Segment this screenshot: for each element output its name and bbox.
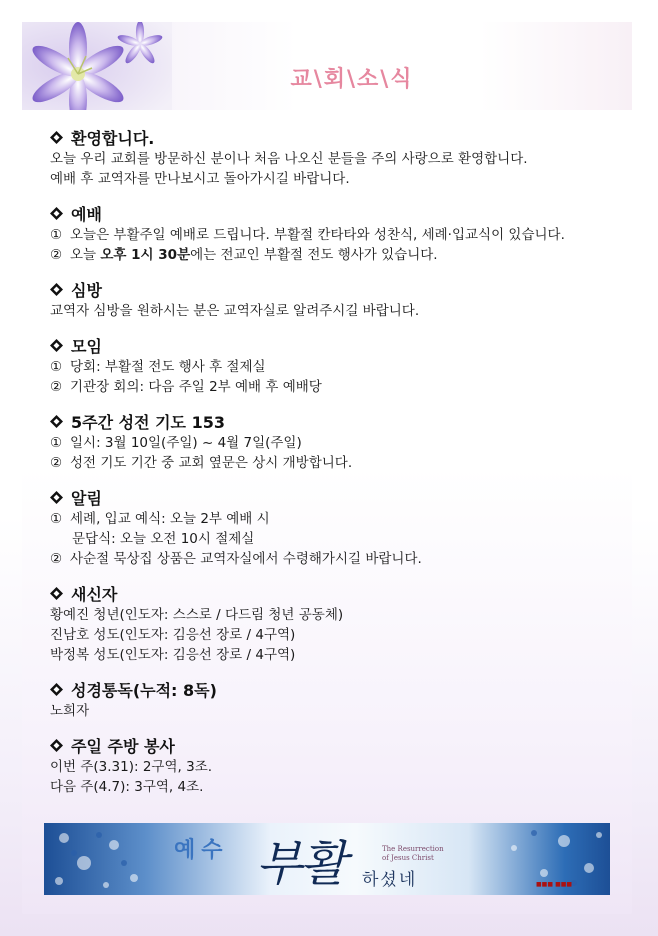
easter-banner [44,823,610,895]
section-notices [50,485,630,569]
item-text: 세례, 입교 예식: 오늘 2부 예배 시 [70,511,270,527]
diamond-bullet-icon [50,587,63,600]
section-prayer [50,409,630,473]
item-text: 에는 전교인 부활절 전도 행사가 있습니다. [190,247,438,263]
section-bible-reading [50,677,630,721]
item-text: 사순절 묵상집 상품은 교역자실에서 수령해가시길 바랍니다. [70,551,422,567]
list-item [50,453,630,473]
lily-flower-icon [22,22,172,110]
page-title: 교\회\소\식 [290,66,414,92]
diamond-bullet-icon [50,283,63,296]
section-line: 노희자 [50,703,90,719]
section-newcomers [50,581,630,665]
section-heading: 모임 [71,336,102,356]
section-heading: 심방 [71,280,102,300]
diamond-bullet-icon [50,131,63,144]
section-visitation [50,277,630,321]
item-text: 오늘은 부활주일 예배로 드립니다. 부활절 칸타타와 성찬식, 세례·입교식이 있습니다. [70,227,565,243]
section-line: 진남호 성도(인도자: 김응선 장로 / 4구역) [50,627,296,643]
banner-english-line1: The Resurrection [382,845,444,853]
section-line: 교역자 심방을 원하시는 분은 교역자실로 알려주시길 바랍니다. [50,303,420,319]
section-line: 오늘 우리 교회를 방문하신 분이나 처음 나오신 분들을 주의 사랑으로 환영합니다. [50,151,528,167]
section-heading: 성경통독(누적: 8독) [71,680,217,700]
banner-english-line2: of Jesus Christ [382,854,434,862]
notice-content [50,125,630,809]
item-number: ② [50,247,63,263]
banner-word-resurrection: 부활 [256,836,345,892]
diamond-bullet-icon [50,683,63,696]
section-heading: 5주간 성전 기도 153 [71,412,225,432]
section-heading: 알림 [71,488,102,508]
header [22,22,632,110]
item-number: ② [50,455,63,471]
item-number: ② [50,379,63,395]
diamond-bullet-icon [50,415,63,428]
item-number: ① [50,227,63,243]
section-line: 다음 주(4.7): 3구역, 4조. [50,779,204,795]
section-heading: 주일 주방 봉사 [71,736,175,756]
item-text: 일시: 3월 10일(주일) ~ 4월 7일(주일) [70,435,302,451]
list-item [50,549,630,569]
publisher-logo-icon: ■■■ ■■■ [536,881,573,888]
section-line: 이번 주(3.31): 2구역, 3조. [50,759,213,775]
diamond-bullet-icon [50,491,63,504]
banner-english [382,845,444,863]
section-heading: 새신자 [71,584,118,604]
section-heading: 예배 [71,204,102,224]
section-heading: 환영합니다. [71,128,155,148]
section-kitchen [50,733,630,797]
section-worship [50,201,630,265]
item-text: 오늘 [70,247,101,263]
item-number: ② [50,551,63,567]
item-number: ① [50,359,63,375]
list-item [50,433,630,453]
item-text: 기관장 회의: 다음 주일 2부 예배 후 예배당 [70,379,322,395]
item-text-emphasis: 오후 1시 30분 [100,247,191,263]
item-text: 문답식: 오늘 오전 10시 절제실 [72,531,255,547]
diamond-bullet-icon [50,739,63,752]
diamond-bullet-icon [50,207,63,220]
list-item [50,377,630,397]
list-item [50,245,630,265]
item-text: 성전 기도 기간 중 교회 옆문은 상시 개방합니다. [70,455,353,471]
section-line: 예배 후 교역자를 만나보시고 돌아가시길 바랍니다. [50,171,350,187]
item-text: 당회: 부활절 전도 행사 후 절제실 [70,359,266,375]
section-meetings [50,333,630,397]
banner-word-jesus: 예수 [174,838,229,863]
list-item [50,529,630,549]
diamond-bullet-icon [50,339,63,352]
list-item [50,225,630,245]
list-item [50,357,630,377]
section-line: 황예진 청년(인도자: 스스로 / 다드림 청년 공동체) [50,607,344,623]
section-welcome [50,125,630,189]
item-number: ① [50,511,63,527]
item-number: ① [50,435,63,451]
section-line: 박정복 성도(인도자: 김응선 장로 / 4구역) [50,647,296,663]
list-item [50,509,630,529]
banner-word-risen: 하셨네 [362,870,418,890]
